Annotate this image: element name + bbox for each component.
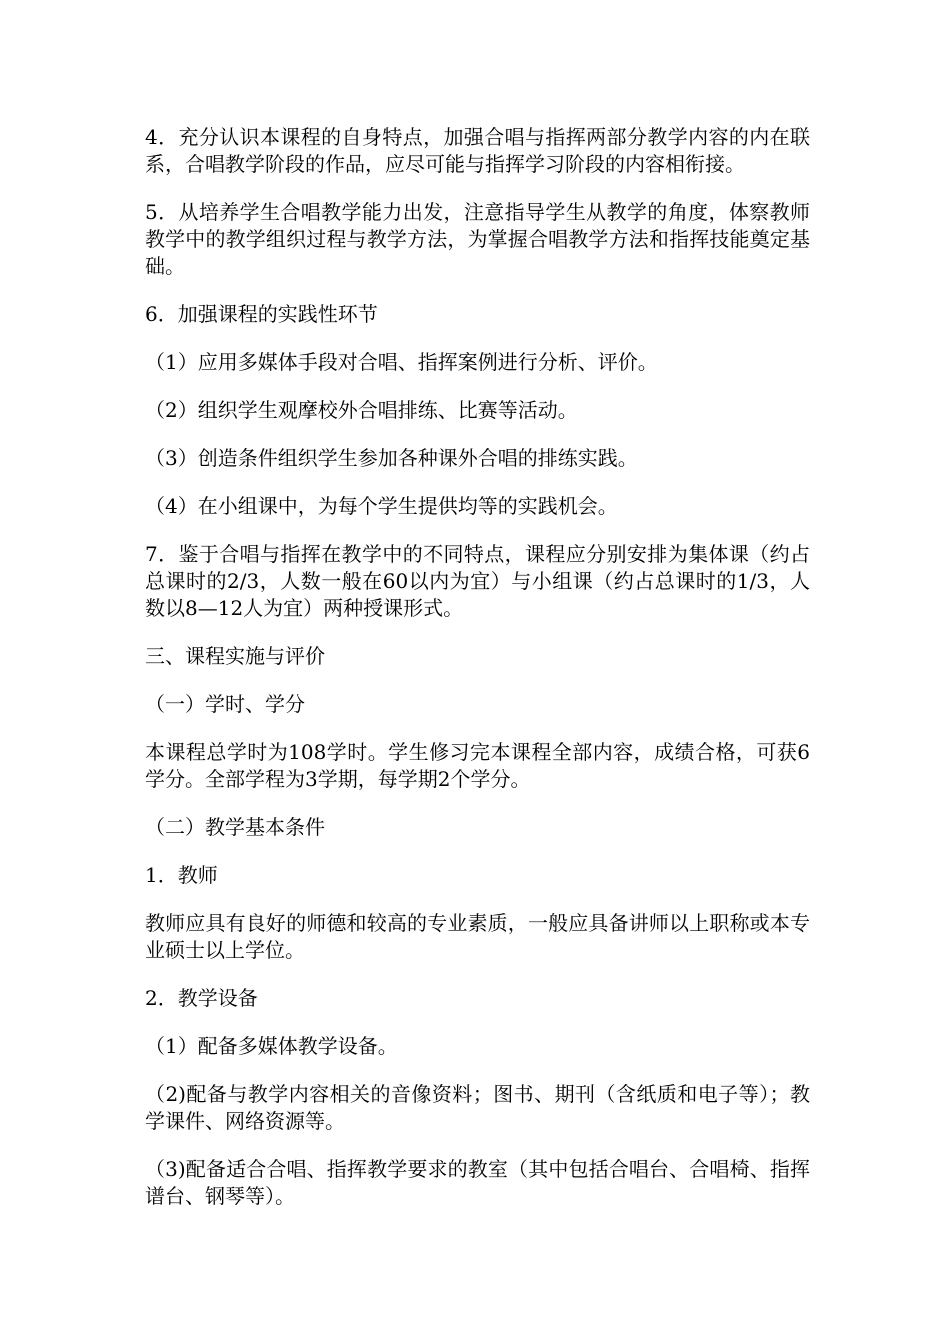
equipment-item-2: （2)配备与教学内容相关的音像资料；图书、期刊（含纸质和电子等）；教学课件、网络资源等。 [145, 1082, 810, 1133]
sub-item-6-2: （2）组织学生观摩校外合唱排练、比赛等活动。 [145, 398, 578, 422]
teacher-paragraph: 教师应具有良好的师德和较高的专业素质，一般应具备讲师以上职称或本专业硕士以上学位。 [145, 911, 810, 962]
teacher-heading: 1．教师 [145, 863, 218, 887]
sub-item-6-3: （3）创造条件组织学生参加各种课外合唱的排练实践。 [145, 446, 638, 470]
paragraph-item-5: 5．从培养学生合唱教学能力出发，注意指导学生从教学的角度，体察教师教学中的教学组织过程与教学方法，为掌握合唱教学方法和指挥技能奠定基础。 [145, 200, 810, 278]
sub-item-6-1: （1）应用多媒体手段对合唱、指挥案例进行分析、评价。 [145, 350, 658, 374]
paragraph-item-7: 7．鉴于合唱与指挥在教学中的不同特点，课程应分别安排为集体课（约占总课时的2/3，人数一般在60以内为宜）与小组课（约占总课时的1/3，人数以8—12人为宜）两种授课形式。 [145, 542, 810, 620]
subsection-heading-1: （一）学时、学分 [145, 692, 305, 716]
credit-hours-paragraph: 本课程总学时为108学时。学生修习完本课程全部内容，成绩合格，可获6学分。全部学程为3学期，每学期2个学分。 [145, 740, 810, 791]
equipment-heading: 2．教学设备 [145, 986, 258, 1010]
paragraph-item-6: 6．加强课程的实践性环节 [145, 302, 378, 326]
document-body [145, 124, 810, 1231]
sub-item-6-4: （4）在小组课中，为每个学生提供均等的实践机会。 [145, 494, 618, 518]
equipment-item-3: （3)配备适合合唱、指挥教学要求的教室（其中包括合唱台、合唱椅、指挥谱台、钢琴等）。 [145, 1157, 810, 1208]
equipment-item-1: （1）配备多媒体教学设备。 [145, 1034, 398, 1058]
subsection-heading-2: （二）教学基本条件 [145, 815, 325, 839]
paragraph-item-4: 4．充分认识本课程的自身特点，加强合唱与指挥两部分教学内容的内在联系，合唱教学阶段的作品，应尽可能与指挥学习阶段的内容相衔接。 [145, 125, 810, 176]
section-heading-3: 三、课程实施与评价 [145, 644, 325, 668]
